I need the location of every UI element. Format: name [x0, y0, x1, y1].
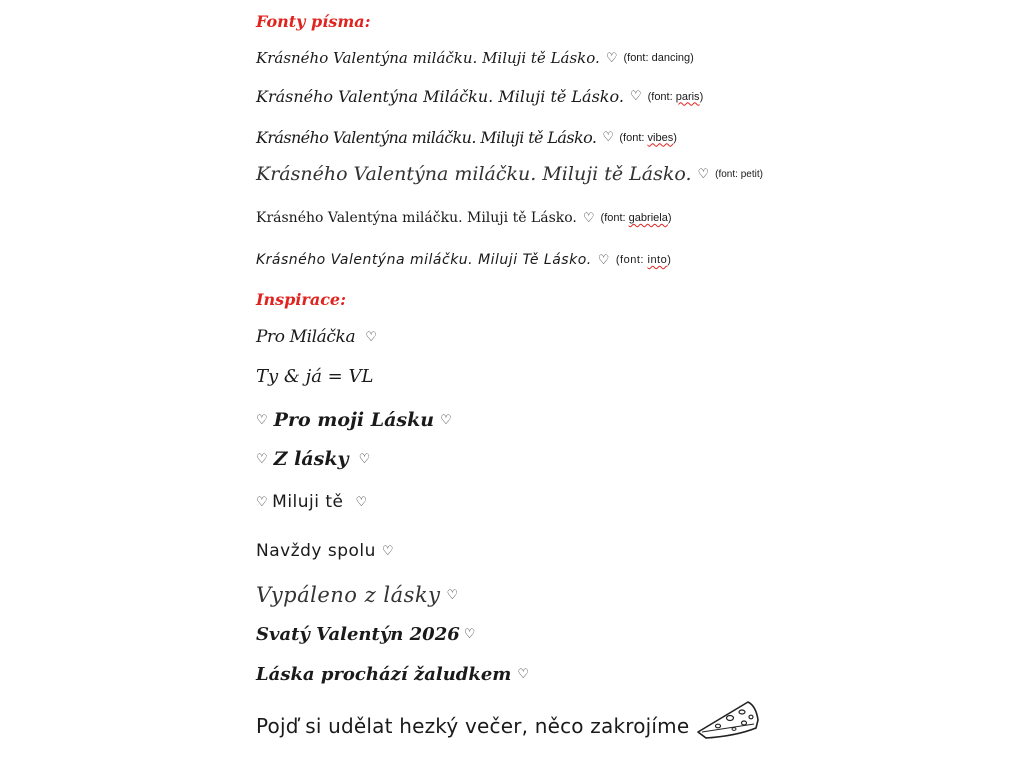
inspiration-text: Pro moji Lásku: [273, 409, 435, 431]
inspiration-text: Ty & já = VL: [256, 366, 374, 387]
inspiration-pro-moji-lasku: [256, 409, 458, 431]
inspiration-pojd-si: [256, 714, 689, 738]
sample-text: Krásného Valentýna Miláčku. Miluji tě Lásko.: [256, 87, 624, 106]
document-page: [256, 0, 1016, 768]
heart-icon: ♡: [256, 412, 268, 428]
sample-text: Krásného Valentýna miláčku. Miluji tě Lásko.: [256, 163, 692, 185]
font-note: (font: gabriela): [600, 212, 672, 224]
font-sample-paris: [256, 87, 703, 106]
inspiration-text: Svatý Valentýn 2026: [256, 624, 460, 645]
heart-icon: ♡: [517, 667, 529, 682]
heading-inspiration: [256, 290, 346, 309]
font-sample-dancing: [256, 49, 694, 67]
inspiration-vypaleno: [256, 583, 465, 607]
heart-icon: ♡: [256, 451, 268, 467]
inspiration-miluji-te: [256, 492, 374, 512]
heading-inspiration-text: Inspirace:: [256, 290, 347, 309]
font-note: (font: dancing): [623, 52, 694, 64]
font-sample-gabriela: [256, 210, 671, 226]
font-note: (font: paris): [647, 90, 704, 103]
inspiration-text: Vypáleno z lásky: [256, 583, 441, 607]
sample-text: Krásného Valentýna miláčku. Miluji Tě Lásko.: [256, 252, 592, 268]
heart-icon: ♡: [256, 494, 269, 510]
inspiration-text: Miluji tě: [272, 492, 344, 512]
inspiration-z-lasky: [256, 448, 376, 470]
font-note: (font: vibes): [619, 131, 677, 144]
heart-icon: ♡: [355, 494, 368, 510]
sample-text: Krásného Valentýna miláčku. Miluji tě Lásko.: [256, 210, 577, 226]
heart-icon: ♡: [440, 412, 452, 428]
heart-icon: ♡: [358, 451, 371, 467]
font-sample-petit: [256, 163, 763, 185]
heading-fonts: [256, 12, 371, 31]
heart-icon: ♡: [602, 130, 614, 145]
heart-icon: ♡: [582, 210, 595, 226]
sample-text: Krásného Valentýna miláčku. Miluji tě Lásko.: [256, 49, 600, 67]
inspiration-text: Pro Miláčka: [256, 327, 356, 347]
inspiration-text: Láska prochází žaludkem: [256, 664, 512, 685]
inspiration-laska-prochazi: [256, 664, 535, 685]
heart-icon: ♡: [463, 627, 476, 642]
inspiration-ty-a-ja: [256, 366, 373, 387]
font-sample-into: [256, 252, 671, 268]
heart-icon: ♡: [629, 89, 642, 104]
heart-icon: ♡: [381, 543, 395, 559]
heading-fonts-text: Fonty písma:: [256, 12, 371, 31]
cheese-icon: [696, 696, 760, 744]
heart-icon: ♡: [605, 50, 618, 66]
font-note: (font: petit): [715, 168, 763, 180]
inspiration-navzdy-spolu: [256, 541, 400, 561]
sample-text: Krásného Valentýna miláčku. Miluji tě Lásko.: [256, 128, 597, 147]
heart-icon: ♡: [697, 166, 710, 182]
heart-icon: ♡: [365, 329, 377, 345]
heart-icon: ♡: [597, 252, 610, 268]
inspiration-svaty-valentyn: [256, 624, 481, 645]
heart-icon: ♡: [446, 587, 459, 603]
font-note: (font: into): [615, 254, 672, 266]
inspiration-text: Pojď si udělat hezký večer, něco zakrojíme: [256, 714, 690, 738]
inspiration-pro-milacka: [256, 327, 382, 347]
inspiration-text: Navždy spolu: [256, 541, 376, 561]
font-sample-vibes: [256, 128, 677, 147]
inspiration-text: Z lásky: [273, 448, 349, 470]
